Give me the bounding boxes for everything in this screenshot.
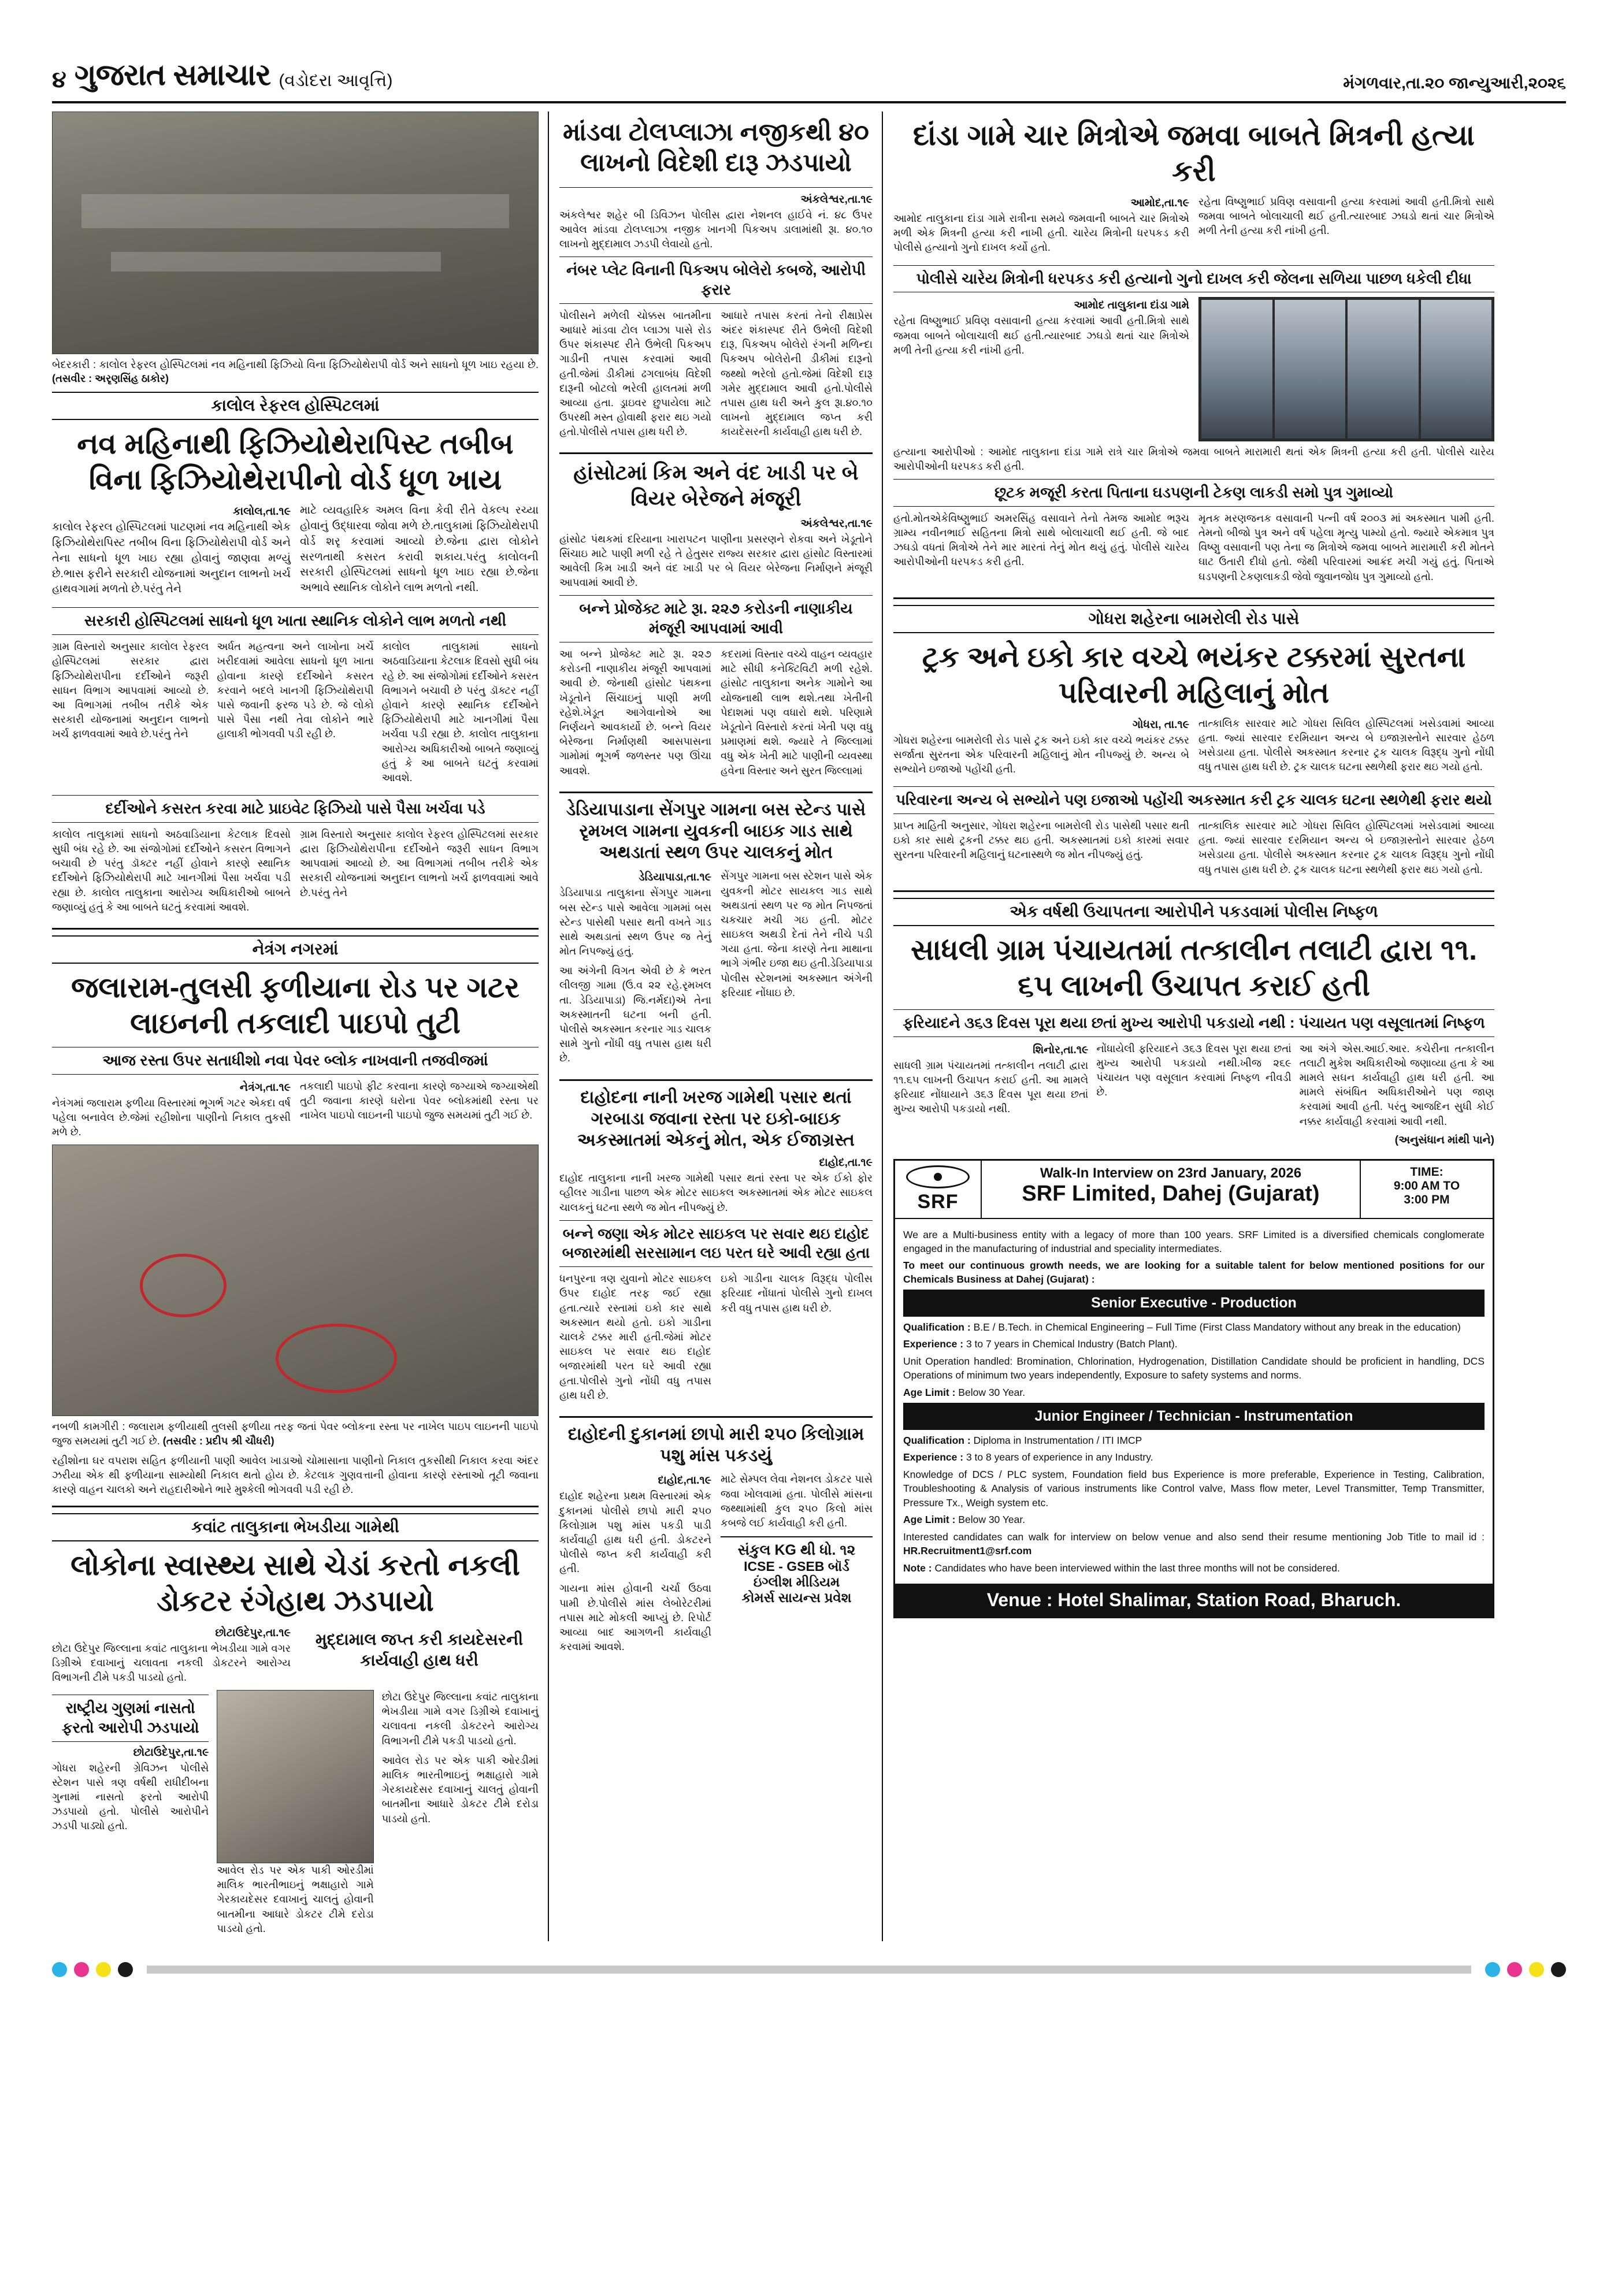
embezzlement-body — [893, 1042, 1494, 1149]
story-divider — [559, 187, 873, 188]
label: Note : — [903, 1562, 932, 1574]
ad-closing — [903, 1530, 1485, 1558]
section-divider — [559, 452, 873, 454]
registration-dot — [1551, 1962, 1566, 1977]
section-divider — [52, 928, 539, 930]
section-divider — [893, 597, 1494, 599]
story-1-body — [52, 503, 539, 603]
paragraph: નોંધાયેલી ફરિયાદને ૩૬૩ દિવસ પૂરા થયા છતાં મુખ્ય આરોપી પકડાયો નથી.ખીજ ૨૬૯ પંચાયત પણ વસૂલાત કરવામાં નિષ્ફળ નીવડી છે. — [1096, 1042, 1292, 1098]
ad-intro-2: To meet our continuous growth needs, we are looking for a suitable talent for below mentioned positions for our Chemicals Business at Dahej (Gujarat) : — [903, 1260, 1485, 1286]
value: Candidates who have been interviewed within the last three months will not be considered. — [934, 1562, 1340, 1574]
label: Experience : — [903, 1338, 964, 1350]
miniad-line-2: ICSE - GSEB બૉર્ડ — [744, 1559, 849, 1574]
paragraph: કાલોલ તાલુકામાં સાધનો અઠવાડિયાના કેટલાક દિવસો સુધી બંધ રહે છે. આ સંજોગોમાં દર્દીઓને કસરત વિભાગને બચાવી છે પરંતુ ડૉક્ટર નહીં હોવાને કારણે સ્થાનિક દર્દીઓને ફિઝિયોથેરાપી માટે ખાનગીમાં પૈસા ખર્ચવા પડી રહ્યા છે. કાલોલ તાલુકાના આરોગ્ય અધિકારીઓ બાબતે જણાવ્યું હતું કે આ બાબતે ઘટતું કરવામાં આવશે. — [381, 641, 539, 783]
label: Experience : — [903, 1451, 964, 1463]
paragraph: આ અંગે એસ.આઈ.આર. કચેરીના તત્કાલીન તલાટી મુકેશ અધિકારીઓ જણાવ્યા હતા કે આ મામલે સઘન કાર્યવાહી હાથ ધરી હતી. આ મામલે સંબંધિત અધિકારીઓને પણ જાણ કરવામાં આવી હતી. પરંતુ આજદિન સુધી કોઈ નક્કર કાર્યવાહી કરવામાં આવી નથી. — [1299, 1042, 1494, 1127]
paragraph: રહેતા વિષ્ણુભાઈ પ્રવિણ વસાવાની હત્યા કરવામાં આવી હતી.મિત્રો સાથે જમવા બાબતે બોલાચાલી થઈ હતી.ત્યારબાદ ઝઘડો થતાં ચાર મિત્રોએ મળી તેની હત્યા કરી નાંખી હતી. — [1198, 196, 1494, 237]
ad-role-1-qualification — [903, 1320, 1485, 1335]
registration-dot — [52, 1962, 67, 1977]
subhead-pickup-seized: નંબર પ્લેટ વિનાની પિકઅપ બોલેરો કબજે, આરોપી ફરાર — [559, 257, 873, 304]
ad-walkin-line: Walk-In Interview on 23rd January, 2026 — [1040, 1165, 1302, 1181]
photo-accused-group — [1198, 297, 1494, 441]
subhead-project-funding: બન્ને પ્રોજેક્ટ માટે રૂા. ૨૨૭ કરોડની નાણાકીય મંજૂરી આપવામાં આવી — [559, 595, 873, 642]
paragraph: દાહોદ તાલુકાના નાની ખરજ ગામેથી પસાર થતાં રસ્તા પર એક ઈકો ફોર વ્હીલર ગાડીના પાછળ એક મોટર સાઇકલ અકસ્માતમાં એક મોટર સાઇકલ ચાલકનું ઘટના સ્થળે જ મોત નીપજ્યું છે. — [559, 1172, 873, 1213]
srf-logo-mark — [906, 1165, 970, 1188]
ad-role-1-experience — [903, 1337, 1485, 1351]
photo-fake-doctor-seizure — [217, 1690, 373, 1863]
srf-logo — [895, 1161, 982, 1218]
story-1-body-3 — [52, 827, 539, 920]
registration-dot — [118, 1962, 133, 1977]
subhead-muddamal: મુદ્દામાલ જપ્ત કરી કાયદેસરની કાર્યવાહી હાથ ધરી — [315, 1630, 524, 1669]
section-divider — [559, 792, 873, 793]
subhead-363-days: ફરિયાદને ૩૬૩ દિવસ પૂરા થયા છતાં મુખ્ય આરોપી પકડાયો નથી : પંચાયત પણ વસૂલાતમાં નિષ્ફળ — [893, 1009, 1494, 1037]
closing-text: Interested candidates can walk for interview on below venue and also send their resume mentioning Job Title to mail id : — [903, 1530, 1485, 1543]
ad-role-1-description: Unit Operation handled: Bromination, Chlorination, Hydrogenation, Distillation Candidate should be proficient in handling, DCS Operations of minimum two years independently, Exposure to safety systems and norms. — [903, 1355, 1485, 1381]
byline-netrang: નેત્રંગ,તા.૧૯ — [239, 1081, 291, 1094]
photo-caption-1 — [52, 358, 539, 386]
masthead-left — [52, 58, 392, 93]
paragraph: કદરામાં વિસ્તાર વચ્ચે વાહન વ્યવહાર માટે સીધી કનેક્ટિવિટી મળી રહેશે. હાંસોટ તાલુકાના અનેક ગામોને આ યોજનાથી લાભ થશે.તથા ખેતીની પેદાશમાં પણ વધારો થશે. પરિણામે ખેડૂતોને વિસ્તારો કરતાં ખેતી પણ વધુ પ્રમાણમાં થશે. જ્યારે તે જિલ્લામાં વધુ એક ખેતી માટે પાણીની વ્યવસ્થા હવેના વિસ્તાર અને સુરત જિલ્લામાં — [721, 648, 873, 777]
kicker-kalol: કાલોલ રેફરલ હોસ્પિટલમાં — [52, 392, 539, 420]
paragraph: આ બન્ને પ્રોજેક્ટ માટે રૂા. ૨૨૭ કરોડની નાણાકીય મંજૂરી આપવામાં આવી છે. જેનાથી હાંસોટ પંથકના ખેડૂતોને સિંચાઇનું પાણી મળી રહેશે.ખેડૂત આગેવાનોએ આ નિર્ણયને આવકાર્યો છે. બન્ને વિયર બેરેજના નિર્માણથી આસપાસના ગામોમાં ભૂગર્ભ જળસ્તર પણ ઊંચા આવશે. — [559, 648, 711, 777]
photo-caption-2-text: નબળી કામગીરી : જલારામ ફળીયાથી તુલસી ફળીયા તરફ જતાં પેવર બ્લોકના રસ્તા પર નાખેલ પાઇપ લાઇનની પાઇપો જુજ સમયમાં તુટી ગઈ છે. — [52, 1421, 539, 1447]
ad-time-label: TIME: — [1410, 1165, 1443, 1179]
paragraph: કાલોલ તાલુકામાં સાધનો અઠવાડિયાના કેટલાક દિવસો સુધી બંધ રહે છે. આ સંજોગોમાં દર્દીઓને કસરત વિભાગને બચાવી છે પરંતુ ડૉક્ટર નહીં હોવાને કારણે સ્થાનિક દર્દીઓને ફિઝિયોથેરાપી માટે ખાનગીમાં પૈસા ખર્ચવા પડી રહ્યા છે. કાલોલ તાલુકાના આરોગ્ય અધિકારીઓ બાબતે જણાવ્યું હતું કે આ બાબતે ઘટતું કરવામાં આવશે. — [52, 828, 291, 913]
accused-portrait — [1348, 300, 1419, 439]
photo-caption-1-text: બેદરકારી : કાલોલ રેફરલ હોસ્પિટલમાં નવ મહિનાથી ફિઝિયો વિના ફિઝિયોથેરાપી વોર્ડ અને સાધનો ધૂળ ખાઇ રહયા છે. — [52, 359, 539, 370]
dahod-body — [559, 1272, 873, 1408]
paragraph: છોટા ઉદેપુર જિલ્લાના કવાંટ તાલુકાના ભેખડીયા ગામે વગર ડિગ્રીએ દવાખાનું ચલાવતા નકલી ડોકટરને આરોગ્ય વિભાગની ટીમે પકડી પાડયો હતો. — [52, 1642, 291, 1683]
value: B.E / B.Tech. in Chemical Engineering – Full Time (First Class Mandatory without any break in the education) — [973, 1321, 1461, 1333]
ad-email[interactable]: HR.Recruitment1@srf.com — [903, 1545, 1032, 1557]
story-1-body-2 — [52, 640, 539, 790]
bike-body — [559, 869, 873, 1071]
photo-caption-2 — [52, 1420, 539, 1448]
photo-caption-accused: હત્યાના આરોપીઓ : આમોદ તાલુકાના દાંડા ગામે રાત્રે ચાર મિત્રોએ જમવા બાબતે મારામારી થતાં એક મિત્રની હત્યા કરી હતી. પોલીસે ચારેય આરોપીઓની ધરપકડ કરી હતી. — [893, 446, 1494, 472]
value: Below 30 Year. — [958, 1386, 1026, 1398]
value: Diploma in Instrumentation / ITI IMCP — [973, 1434, 1142, 1446]
byline-ankleshwar-2: અંકલેશ્વર,તા.૧૯ — [800, 517, 873, 530]
registration-dot — [1485, 1962, 1500, 1977]
byline-amod: આમોદ,તા.૧૯ — [1130, 197, 1189, 209]
page-columns — [52, 112, 1566, 1941]
byline-ankleshwar: અંકલેશ્વર,તા.૧૯ — [800, 193, 873, 206]
paragraph: ગાયના માંસ હોવાની ચર્ચા ઉઠવા પામી છે.પોલીસે માંસ લેબોરેટરીમાં તપાસ માટે મોકલી આપ્યું છે. રિપોર્ટ આવ્યા બાદ આગળની કાર્યવાહી કરવામાં આવશે. — [559, 1582, 711, 1653]
photo-credit-1: (તસવીર : અરૃણસિંહ ઠાકોર) — [52, 373, 169, 385]
paragraph: આ અંગેની વિગત એવી છે કે ભરત લીલજી ગામા (ઉ.વ ૨૨ રહે.રૃમખલ તા. ડેડિયાપાડા) જિ.નર્મદા)એ તેના અકસ્માતની ઘટના બની હતી. પોલીસે અકસ્માત કરનાર ગાડ ચાલક સામે ગુનો નોંધી વધુ તપાસ હાથ ધરી છે. — [559, 965, 711, 1064]
ad-role-2-experience — [903, 1450, 1485, 1465]
accused-portrait — [1275, 300, 1346, 439]
godhra-intro — [893, 716, 1494, 782]
section-divider — [893, 890, 1494, 892]
subhead-absconder: રાષ્ટ્રીય ગુણમાં નાસતો ફરતો આરોપી ઝડપાયો — [52, 1695, 209, 1742]
liquor-body — [559, 309, 873, 445]
kicker-netrang: નેત્રંગ નગરમાં — [52, 935, 539, 964]
headline-physiotherapy: નવ મહિનાથી ફિઝિયોથેરાપિસ્ટ તબીબ વિના ફિઝિયોથેરાપીનો વોર્ડ ધૂળ ખાય — [77, 427, 514, 496]
paragraph: છોટા ઉદેપુર જિલ્લાના કવાંટ તાલુકાના ભેખડીયા ગામે વગર ડિગ્રીએ દવાખાનું ચલાવતા નકલી ડોકટરને આરોગ્ય વિભાગની ટીમે પકડી પાડયો હતો. — [381, 1691, 539, 1747]
paragraph: ગોધરા શહેરની ગ્રેવિઝન પોલીસે સ્ટેશન પાસે ત્રણ વર્ષથી રાધીદીબના ગુનામાં નાસતો ફરતો આરોપી ઝડપાયો હતો. પોલીસે આરોપીને ઝડપી પાડ્યો હતો. — [52, 1762, 209, 1832]
paragraph: હતો.મોતએકેવિષ્ણુભાઈ અમરસિંહ વસાવાને તેનો તેમજ આમોદ ભરૂચ ગ્રામ્ય નવીનભાઈ સહિતના મિત્રો સાથે બોલાચાલી થઈ હતી. જે બાદ ઝઘડો વધતાં મિત્રોએ તેને માર મારતાં તેનું મોત થયું હતું. પોલીસે ચારેય આરોપીઓની ધરપકડ કરી હતી. — [893, 512, 1189, 568]
kicker-godhra: ગોધરા શહેરના બામરોલી રોડ પાસે — [893, 605, 1494, 633]
paragraph: ગ્રામ વિસ્તારો અનુસાર કાલોલ રેફરલ હોસ્પિટલમાં સરકાર દ્વારા ફિઝિયોથેરાપીના દર્દીઓને જરૂરી સાધન વિભાગ આપવામાં આવ્યો છે. આ વિભાગમાં તબીબ તરીકે એક સરકારી યોજનામાં અનુદાન લાભનો ખર્ચ ફાળવવામાં આવે છે.પરંતુ તેને — [52, 641, 209, 740]
column-left — [52, 112, 549, 1941]
registration-dot — [1529, 1962, 1544, 1977]
subhead-four-friends-arrested: પોલીસે ચારેય મિત્રોની ધરપકડ કરી હત્યાનો ગુનો દાખલ કરી જેલના સળિયા પાછળ ધકેલી દીધા — [893, 265, 1494, 293]
paragraph: દાહોદ શહેરના પ્રથમ વિસ્તારમાં એક દુકાનમાં પોલીસે છાપો મારી ૨૫૦ કિલોગ્રામ પશુ માંસ પકડી પાડી કાર્યવાહી હાથ ધરી હતી. ડોકટરને પોલીસે જપ્ત કરી કાર્યવાહી કરી હતી. — [559, 1490, 711, 1575]
kicker-embezzlement: એક વર્ષથી ઉચાપતના આરોપીને પકડવામાં પોલીસ નિષ્ફળ — [893, 898, 1494, 926]
paragraph: આવેલ રોડ પર એક પાકી ઓરડીમાં માલિક ભારતીભાઇનું ભક્ષાહારો ગામે ગેરકાયદેસર દવાખાનું ચાલતું હોવાની બાતમીના આધારે ડોકટર ટીમે દરોડા પાડયો હતો. — [217, 1864, 374, 1934]
paragraph: પોલીસને મળેલી ચોક્કસ બાતમીના આધારે માંડવા ટોલ પ્લાઝા પાસે રોડ ઉપર શંકાસ્પદ રીતે ઉભેલી પિકઅપ ગાડીની તપાસ કરવામાં આવી હતી.જેમાં ડીકીમાં ઢગલાબંધ વિદેશી દારૂની બોટલો ભરેલી હાલતમાં મળી આવ્યા હતા. ડ્રાઇવર છુપાયેલા માટે ઉપરથી મસ્ત હોવાથી ફરાર થઇ ગયો હતો.પોલીસે તપાસ હાથ ધરી છે. — [559, 309, 711, 438]
kicker-kvant: કવાંટ તાલુકાના ભેખડીયા ગામેથી — [52, 1513, 539, 1541]
registration-dot — [1507, 1962, 1522, 1977]
ad-venue: Venue : Hotel Shalimar, Station Road, Bharuch. — [895, 1584, 1493, 1617]
photo-physiotherapy-ward — [52, 112, 539, 354]
photo-credit-2: (તસવીર : પ્રદીપ શ્રી ચૌધરી) — [162, 1435, 274, 1447]
paragraph: તાત્કાલિક સારવાર માટે ગોધરા સિવિલ હોસ્પિટલમાં ખસેડવામાં આવ્યા હતા. જ્યાં સારવાર દરમિયાન અન્ય બે ઇજાગ્રસ્તોને સારવાર હેઠળ ખસેડાયા હતા. પોલીસે અકસ્માત કરનાર ટ્રક ચાલક વિરૂદ્ધ ગુનો નોંધી વધુ તપાસ હાથ ધરી છે. ટ્રક ચાલક ઘટના સ્થળેથી ફરાર થઇ ગયો હતો. — [1198, 820, 1494, 875]
school-mini-ad[interactable] — [721, 1536, 873, 1606]
ad-company-name: SRF Limited, Dahej (Gujarat) — [1022, 1181, 1320, 1206]
accused-portrait — [1201, 300, 1272, 439]
paragraph: તાત્કાલિક સારવાર માટે ગોધરા સિવિલ હોસ્પિટલમાં ખસેડવામાં આવ્યા હતા. જ્યાં સારવાર દરમિયાન અન્ય બે ઇજાગ્રસ્તોને સારવાર હેઠળ ખસેડાયા હતા. પોલીસે અકસ્માત કરનાર ટ્રક ચાલક વિરૂદ્ધ ગુનો નોંધી વધુ તપાસ હાથ ધરી છે. ટ્રક ચાલક ઘટના સ્થળેથી ફરાર થઇ ગયો હતો. — [1198, 717, 1494, 773]
story-3-top — [52, 1625, 539, 1691]
page-number: ૪ — [52, 67, 66, 92]
registration-bar — [147, 1966, 1471, 1974]
paragraph: ડેડિયાપાડા તાલુકાના સેંગપુર ગામના બસ સ્ટેન્ડ પાસે આવેલા ગામમાં બસ સ્ટેન્ડ પાસેથી પસાર થતી વખતે ગાડ સાથે અથડાતાં સ્થળ ઉપર જ તેનું મોત નિપજ્યું હતું. — [559, 887, 711, 957]
ad-time-block — [1360, 1161, 1493, 1218]
column-right — [893, 112, 1494, 1941]
miniad-line-1: સંકુલ KG થી ધો. ૧૨ — [737, 1542, 856, 1559]
value: 3 to 8 years of experience in any Industry. — [966, 1451, 1153, 1463]
story-2-body — [52, 1079, 539, 1145]
paragraph: અંકલેશ્વર શહેર બી ડિવિઝન પોલીસ દ્વારા નેશનલ હાઈવે નં. ૪૮ ઉપર આવેલ માંડવા ટોલપ્લાઝા નજીક ખાનગી પિકઅપ ડાલામાંથી રૂા. ૪૦.૧૦ લાખનો મુદ્દામાલ ઝડપી લેવાયો હતો. — [559, 209, 873, 250]
column-middle — [559, 112, 883, 1941]
subhead-paver-block: આજ રસ્તા ઉપર સતાધીશો નવા પેવર બ્લોક નાખવાની તજવીજમાં — [52, 1047, 539, 1075]
paragraph: આમોદ તાલુકાના દાંડા ગામે રાત્રીના સમયે જમવાની બાબતે ચાર મિત્રોએ મળી એક મિત્રની હત્યા કરી નાખી હતી. ચારેય મિત્રોની ધરપકડ કરી પોલીસે હત્યાનો ગુનો દાખલ કર્યો હતો. — [893, 213, 1189, 254]
photo-broken-road — [52, 1145, 539, 1416]
paragraph: રહેતા વિષ્ણુભાઈ પ્રવિણ વસાવાની હત્યા કરવામાં આવી હતી.મિત્રો સાથે જમવા બાબતે બોલાચાલી થઈ હતી.ત્યારબાદ ઝઘડો થતાં ચાર મિત્રોએ મળી તેની હત્યા કરી નાંખી હતી. — [893, 315, 1189, 356]
paragraph: પ્રાપ્ત માહિતી અનુસાર, ગોધરા શહેરના બામરોલી રોડ પાસેથી પસાર થતી ઇકો કાર સાથે ટ્રકની ટક્કર થઇ હતી. અકસ્માતમાં ઇકો કારમાં સવાર સુરતના પરિવારની મહિલાનું ઘટનાસ્થળે જ મોત નીપજ્યું હતું. — [893, 820, 1189, 861]
paragraph: કાલોલ રેફરલ હોસ્પિટલમાં પાટણમાં નવ મહિનાથી એક ફિઝિયોથેરાપિસ્ટ તબીબ વિના ફિઝિયોથેરાપી વોર્ડ અને તેના સાધનો ધૂળ ખાઇ રહ્યા હોવાનું જાણવા મળ્યું છે.ભાસ ફરીને સરકારી યોજનામાં અનુદાન લાભનો ખર્ચ હાથવગામાં મળતો છે.પરંતુ તેને — [52, 521, 291, 596]
color-registration-left — [52, 1962, 133, 1977]
ad-intro-1: We are a Multi-business entity with a legacy of more than 100 years. SRF Limited is a diversified chemicals conglomerate engaged in the manufacturing of industrial and speciality intermediates. — [903, 1228, 1485, 1254]
label: Age Limit : — [903, 1514, 956, 1526]
paragraph: રહીશોના ઘર વપરાશ સહિત ફળીયાની પાણી આવેલ ખાડાઓ ચોમાસાના પાણીનો નિકાલ તુકસીથી નિકાલ કરવા અંદર ઝરીયા એક થી ફળીયાના સામ્યોથી નિકાલ થતો હોય છે. કેટલાક ગુણવત્તાની હોવાના કારણે રસ્તાઓ તૂટી જવાના કારણે વાહન ચાલકો અને રાહદારીઓને ભારે મુશ્કેલી ભોગવવી પડી રહી છે. — [52, 1454, 539, 1496]
ad-header — [895, 1161, 1493, 1219]
subhead-two-injured: પરિવારના અન્ય બે સભ્યોને પણ ઇજાઓ પહોંચી અકસ્માત કરી ટ્રક ચાલક ઘટના સ્થળેથી ફરાર થયો — [893, 786, 1494, 814]
story-3-body — [52, 1690, 539, 1941]
paragraph: ધનપુરના ત્રણ યુવાનો મોટર સાઇકલ ઉપર દાહોદ તરફ જઈ રહ્યા હતા.ત્યારે રસ્તામાં ઇકો કાર સાથે અકસ્માત થયો હતો. ઇકો ગાડીના ચાલકે ટક્કર મારી હતી.જેમાં મોટર સાઇકલ પર સવાર થઇ દાહોદ બજારમાંથી પરત ઘરે આવી રહ્યા હતા.પોલીસે ગુનો નોંધી વધુ તપાસ હાથ ધરી છે. — [559, 1273, 711, 1401]
label: Qualification : — [903, 1434, 971, 1446]
paragraph: અર્ધત મહત્વના અને લાખોના ખર્ચે ખરીદવામાં આવેલા સાધનો ધૂળ ખાતા હોવાના કારણે દર્દીઓને કસરત કરવાને બદલે ખાનગી ફિઝિયોથેરાપી પાસે જવાની ફરજ પડે છે. જે લોકો પાસે પૈસા નથી તેવા લોકોને ભારે હાલાકી ભોગવવી પડી રહી છે. — [217, 641, 374, 740]
section-divider — [559, 1079, 873, 1081]
subhead-private-physio: દર્દીઓને કસરત કરવા માટે પ્રાઇવેટ ફિઝિયો પાસે પૈસા ખર્ચવા પડે — [52, 795, 539, 823]
subhead-two-riders: બન્ને જણા એક મોટર સાઇકલ પર સવાર થઇ દાહોદ બજારમાંથી સરસામાન લઇ પરત ઘરે આવી રહ્યા હતા — [559, 1220, 873, 1268]
byline-chhotaudepur: છોટાઉદેપુર,તા.૧૯ — [215, 1626, 291, 1639]
paragraph: હાંસોટ પંથકમાં દરિયાના ખારાપટન પાણીના પ્રસરણને રોકવા અને ખેડૂતોને સિંચાઇ માટે પાણી મળી રહે તે હેતુસર રાજ્ય સરકાર દ્વારા હાંસોટ વિસ્તારમાં આવેલી કિમ ખાડી અને વંદ ખાડી પર બે વિયર બેરેજના નિર્માણને મંજૂરી આપવામાં આવી છે. — [559, 533, 873, 589]
godhra-body — [893, 819, 1494, 882]
byline-dahod-2: દાહોદ,તા.૧૯ — [658, 1474, 711, 1487]
label: Qualification : — [903, 1321, 971, 1333]
value: Below 30 Year. — [958, 1514, 1026, 1526]
ad-title-block — [982, 1161, 1360, 1218]
page-footer — [52, 1956, 1566, 1977]
miniad-line-3: ઇંગ્લીશ મીડિયમ — [753, 1574, 840, 1590]
paragraph: આવેલ રોડ પર એક પાકી ઓરડીમાં માલિક ભારતીભાઇનું ભક્ષાહારો ગામે ગેરકાયદેસર દવાખાનું ચાલતું હોવાની બાતમીના આધારે ડોકટર ટીમે દરોડા પાડયો હતો. — [381, 1754, 539, 1825]
paragraph: તકલાદી પાઇપો ફીટ કરવાના કારણે જગ્યાએ જગ્યાએથી તુટી જવાના કારણે ઘરોના પેવર બ્લોકમાંથી રસ્તા પર નાખેલ પાઇપો લાઇનની પાઇપો જુજ સમયમાં તુટી ગઈ છે. — [300, 1080, 539, 1121]
meat-body — [559, 1472, 873, 1659]
srf-job-advertisement[interactable] — [893, 1159, 1494, 1619]
paragraph: માટે વ્યવહારિક અમલ વિના કેવી રીતે વેકલ્પ રચ્યા હોવાનું ઉદ્ધારવા જોવા મળે છે.તાલુકામાં ફિઝિયોથેરાપી વોર્ડ શરૃ કરવામાં આવ્યો છે.જેના દ્વારા લોકોને સરળતાથી કસરત કરાવી શકાય.પરંતુ કાલોલની સરકારી હોસ્પિટલમાં સાધનો ધૂળ ખાઇ રહ્યા છે.જેના અભાવે સ્થાનિક લોકોને લાભ મળતો નથી. — [300, 504, 539, 595]
paragraph: આધારે તપાસ કરતાં તેનો રીક્ષાપ્રેસ અંદર શંકાસ્પદ રીતે ઉભેલી વિદેશી દારૂ, પિકઅપ બોલેરો રંગની મળિન્દા પિકઅપ બોલેરોની ડીકીમાં દારૂનો જથ્થો ભરેલો હતો.જેમાં વિદેશી દારૂ ગમેર મુદ્દામાલ આવી હતો.પોલીસે તપાસ હાથ ધરી અને કુલ રૂા.૪૦.૧૦ લાખનો મુદ્દામાલ જપ્ત કરી કાયદેસરની કાર્યવાહી હાથ ધરી છે. — [721, 309, 873, 438]
miniad-line-4: કોમર્સ સાયન્સ પ્રવેશ — [741, 1590, 852, 1606]
byline-dediapada: ડેડિયાપાડા,તા.૧૯ — [639, 871, 711, 884]
ad-role-2-qualification — [903, 1433, 1485, 1448]
paragraph: સેંગપુર ગામના બસ સ્ટેશન પાસે એક યુવકની મોટર સાયકલ ગાડ સાથે અથડાતાં સ્થળ પર જ મોત નિપજતાં ચકચાર મચી ગઇ હતી. મોટર સાઇકલ અથડી દેતાં તેને નીચે પડી ગયા હતા. જેના કારણે તેના માથાના ભાગે ગંભીર ઇજા થઇ હતી.ડેડિયાપાડા પોલીસ સ્ટેશનમાં અકસ્માત અંગેની ફરિયાદ નોંધાઇ છે. — [721, 870, 873, 998]
murder-body — [893, 511, 1494, 589]
ad-role-1-age — [903, 1385, 1485, 1400]
masthead — [52, 58, 1566, 103]
accused-portrait — [1421, 300, 1492, 439]
newspaper-title: ગુજરાત સમાચાર — [74, 58, 271, 92]
ad-body — [895, 1219, 1493, 1584]
ad-role-2-age — [903, 1513, 1485, 1527]
ad-time-value-2: 3:00 PM — [1404, 1192, 1450, 1206]
paragraph: સાધલી ગ્રામ પંચાયતમાં તત્કાલીન તલાટી દ્વારા ૧૧.૬૫ લાખની ઉચાપત કરાઈ હતી. આ મામલે ફરિયાદ નોંધાયાને ૩૬૩ દિવસ પૂરા થયા છતાં મુખ્ય આરોપી પકડાયો નથી. — [893, 1059, 1089, 1115]
srf-logo-text: SRF — [917, 1190, 959, 1213]
edition-label: (વડોદરા આવૃત્તિ) — [279, 71, 393, 90]
ad-role-2-title: Junior Engineer / Technician - Instrumentation — [903, 1403, 1485, 1430]
paragraph: ગ્રામ વિસ્તારો અનુસાર કાલોલ રેફરલ હોસ્પિટલમાં સરકાર દ્વારા ફિઝિયોથેરાપીના દર્દીઓને જરૂરી સાધન વિભાગ આપવામાં આવ્યો છે. આ વિભાગમાં તબીબ તરીકે એક સરકારી યોજનામાં અનુદાન લાભનો ખર્ચ ફાળવવામાં આવે છે.પરંતુ તેને — [300, 828, 539, 898]
headline-liquor-seizure: માંડવા ટોલપ્લાઝા નજીકથી ૪૦ લાખનો વિદેશી દારૂ ઝડપાયો — [563, 118, 869, 177]
continuation-note: (અનુસંધાન માંથી પાને) — [1394, 1134, 1494, 1146]
headline-weir-barrage: હાંસોટમાં કિમ અને વંદ ખાડી પર બે વિયર બેરેજને મંજૂરી — [573, 460, 859, 511]
byline-dahod: દાહોદ,તા.૧૯ — [819, 1157, 873, 1169]
murder-photo-block — [893, 297, 1494, 441]
label: Age Limit : — [903, 1386, 956, 1398]
ad-role-1-title: Senior Executive - Production — [903, 1290, 1485, 1317]
section-divider — [559, 1416, 873, 1418]
paragraph: માટે સેમ્પલ લેવા નેશનલ ડોકટર પાસે જવા ખોલવામાં હતા. પોલીસે માંસના જથ્થામાંથી કુલ ૨૫૦ કિલો માંસ કબજે લઈ કાર્યવાહી કરી હતી. — [721, 1473, 873, 1529]
ad-time-value-1: 9:00 AM TO — [1393, 1179, 1460, 1192]
headline-fake-doctor: લોકોના સ્વાસ્થ્ય સાથે ચેડાં કરતો નકલી ડોકટર રંગેહાથ ઝડપાયો — [70, 1548, 520, 1617]
registration-dot — [74, 1962, 89, 1977]
headline-murder-danda: દાંડા ગામે ચાર મિત્રોએ જમવા બાબતે મિત્રની હત્યા કરી — [912, 119, 1475, 187]
publication-date: મંગળવાર,તા.૨૦ જાન્યુઆરી,૨૦૨૬ — [1343, 74, 1566, 92]
weir-body — [559, 647, 873, 783]
ad-role-2-description: Knowledge of DCS / PLC system, Foundation field bus Experience is more preferable, Experience in Testing, Calibration, Troubleshooting & Analysis of various instruments like Control valve, Mass flow meter, Level Transmitter, Temp Transmitter, Pressure Tx., Weigh system etc. — [903, 1468, 1485, 1509]
byline-amod-2: આમોદ તાલુકાના દાંડા ગામે — [1074, 299, 1189, 312]
value: 3 to 7 years in Chemical Industry (Batch Plant). — [966, 1338, 1178, 1350]
headline-truck-eco-collision: ટ્રક અને ઇકો કાર વચ્ચે ભયંકર ટક્કરમાં સુરતના પરિવારની મહિલાનું મોત — [922, 640, 1466, 709]
headline-dahod-accident: દાહોદના નાની ખરજ ગામેથી પસાર થતાં ગરબાડા જવાના રસ્તા પર ઇકો-બાઇક અકસ્માતમાં એકનું મોત, એક ઈજાગ્રસ્ત — [577, 1087, 855, 1150]
subhead-father-lost-son: છૂટક મજૂરી કરતા પિતાના ઘડપણની ટેકણ લાકડી સમો પુત્ર ગુમાવ્યો — [893, 479, 1494, 507]
byline-shinor: શિનોર,તા.૧૯ — [1033, 1043, 1089, 1056]
headline-gutter-pipes: જલારામ-તુલસી ફળીયાના રોડ પર ગટર લાઇનની તકલાદી પાઇપો તુટી — [71, 971, 519, 1040]
paragraph: ઇકો ગાડીના ચાલક વિરૂદ્ધ પોલીસ ફરિયાદ નોંધાતાં પોલીસે ગુનો દાખલ કરી વધુ તપાસ હાથ ધરી છે. — [721, 1273, 873, 1314]
paragraph: મૃતક મરણજનક વસાવાની પત્ની વર્ષ ૨૦૦૩ માં અકસ્માત પામી હતી. તેમનો બીજો પુત્ર અને વર્ષ પહેલા મૃત્યુ પામ્યો હતો. જ્યારે એકમાત્ર પુત્ર વિષ્ણુ વસાવાની પણ તેના જ મિત્રોએ જમવા બાબતે મારામારી કરી મોતને ઘાટ ઉતારી દીધો હતો. જેથી પરિવારમાં આક્રંદ મચી ગયું હતું. પિતાએ ઘડપણની ટેકણલાકડી જેવો જુવાનજોધ પુત્ર ગુમાવ્યો હતો. — [1198, 512, 1494, 582]
section-divider — [52, 1506, 539, 1507]
murder-intro — [893, 195, 1494, 261]
registration-dot — [96, 1962, 111, 1977]
headline-bike-accident: ડેડિયાપાડાના સેંગપુર ગામના બસ સ્ટેન્ડ પાસે રૃમખલ ગામના યુવકની બાઇક ગાડ સાથે અથડાતાં સ્થળ ઉપર ચાલકનું મોત — [566, 800, 866, 863]
subhead-govt-hospital: સરકારી હોસ્પિટલમાં સાધનો ધૂળ ખાતા સ્થાનિક લોકોને લાભ મળતો નથી — [52, 607, 539, 635]
byline-godhra: ગોધરા, તા.૧૯ — [1132, 718, 1189, 731]
paragraph: ગોધરા શહેરના બામરોલી રોડ પાસે ટ્રક અને ઇકો કાર વચ્ચે ભયંકર ટક્કર સર્જાતા સુરતના એક પરિવારની મહિલાનું મોત નીપજ્યું છે. અન્ય બે સભ્યોને ઇજાઓ પહોંચી હતી. — [893, 734, 1189, 775]
headline-meat-seizure: દાહોદની દુકાનમાં છાપો મારી ૨૫૦ કિલોગ્રામ પશુ માંસ પકડયું — [567, 1424, 864, 1466]
color-registration-right — [1485, 1962, 1566, 1977]
ad-note — [903, 1561, 1485, 1576]
byline-chhotaudepur-2: છોટાઉદેપુર,તા.૧૯ — [133, 1746, 209, 1759]
headline-panchayat-embezzlement: સાધલી ગ્રામ પંચાયતમાં તત્કાલીન તલાટી દ્વારા ૧૧. ૬૫ લાખની ઉચાપત કરાઈ હતી — [910, 933, 1478, 1002]
paragraph: નેત્રંગમાં જલારામ ફળીયા વિસ્તારમાં ભૂગર્ભ ગટર એકદા વર્ષ પહેલા બનાવેલ છે.જેમાં રહીશોના પાણીનો નિકાલ તુકસી મળે છે. — [52, 1097, 291, 1138]
byline-kalol: કાલોલ,તા.૧૯ — [233, 505, 291, 518]
